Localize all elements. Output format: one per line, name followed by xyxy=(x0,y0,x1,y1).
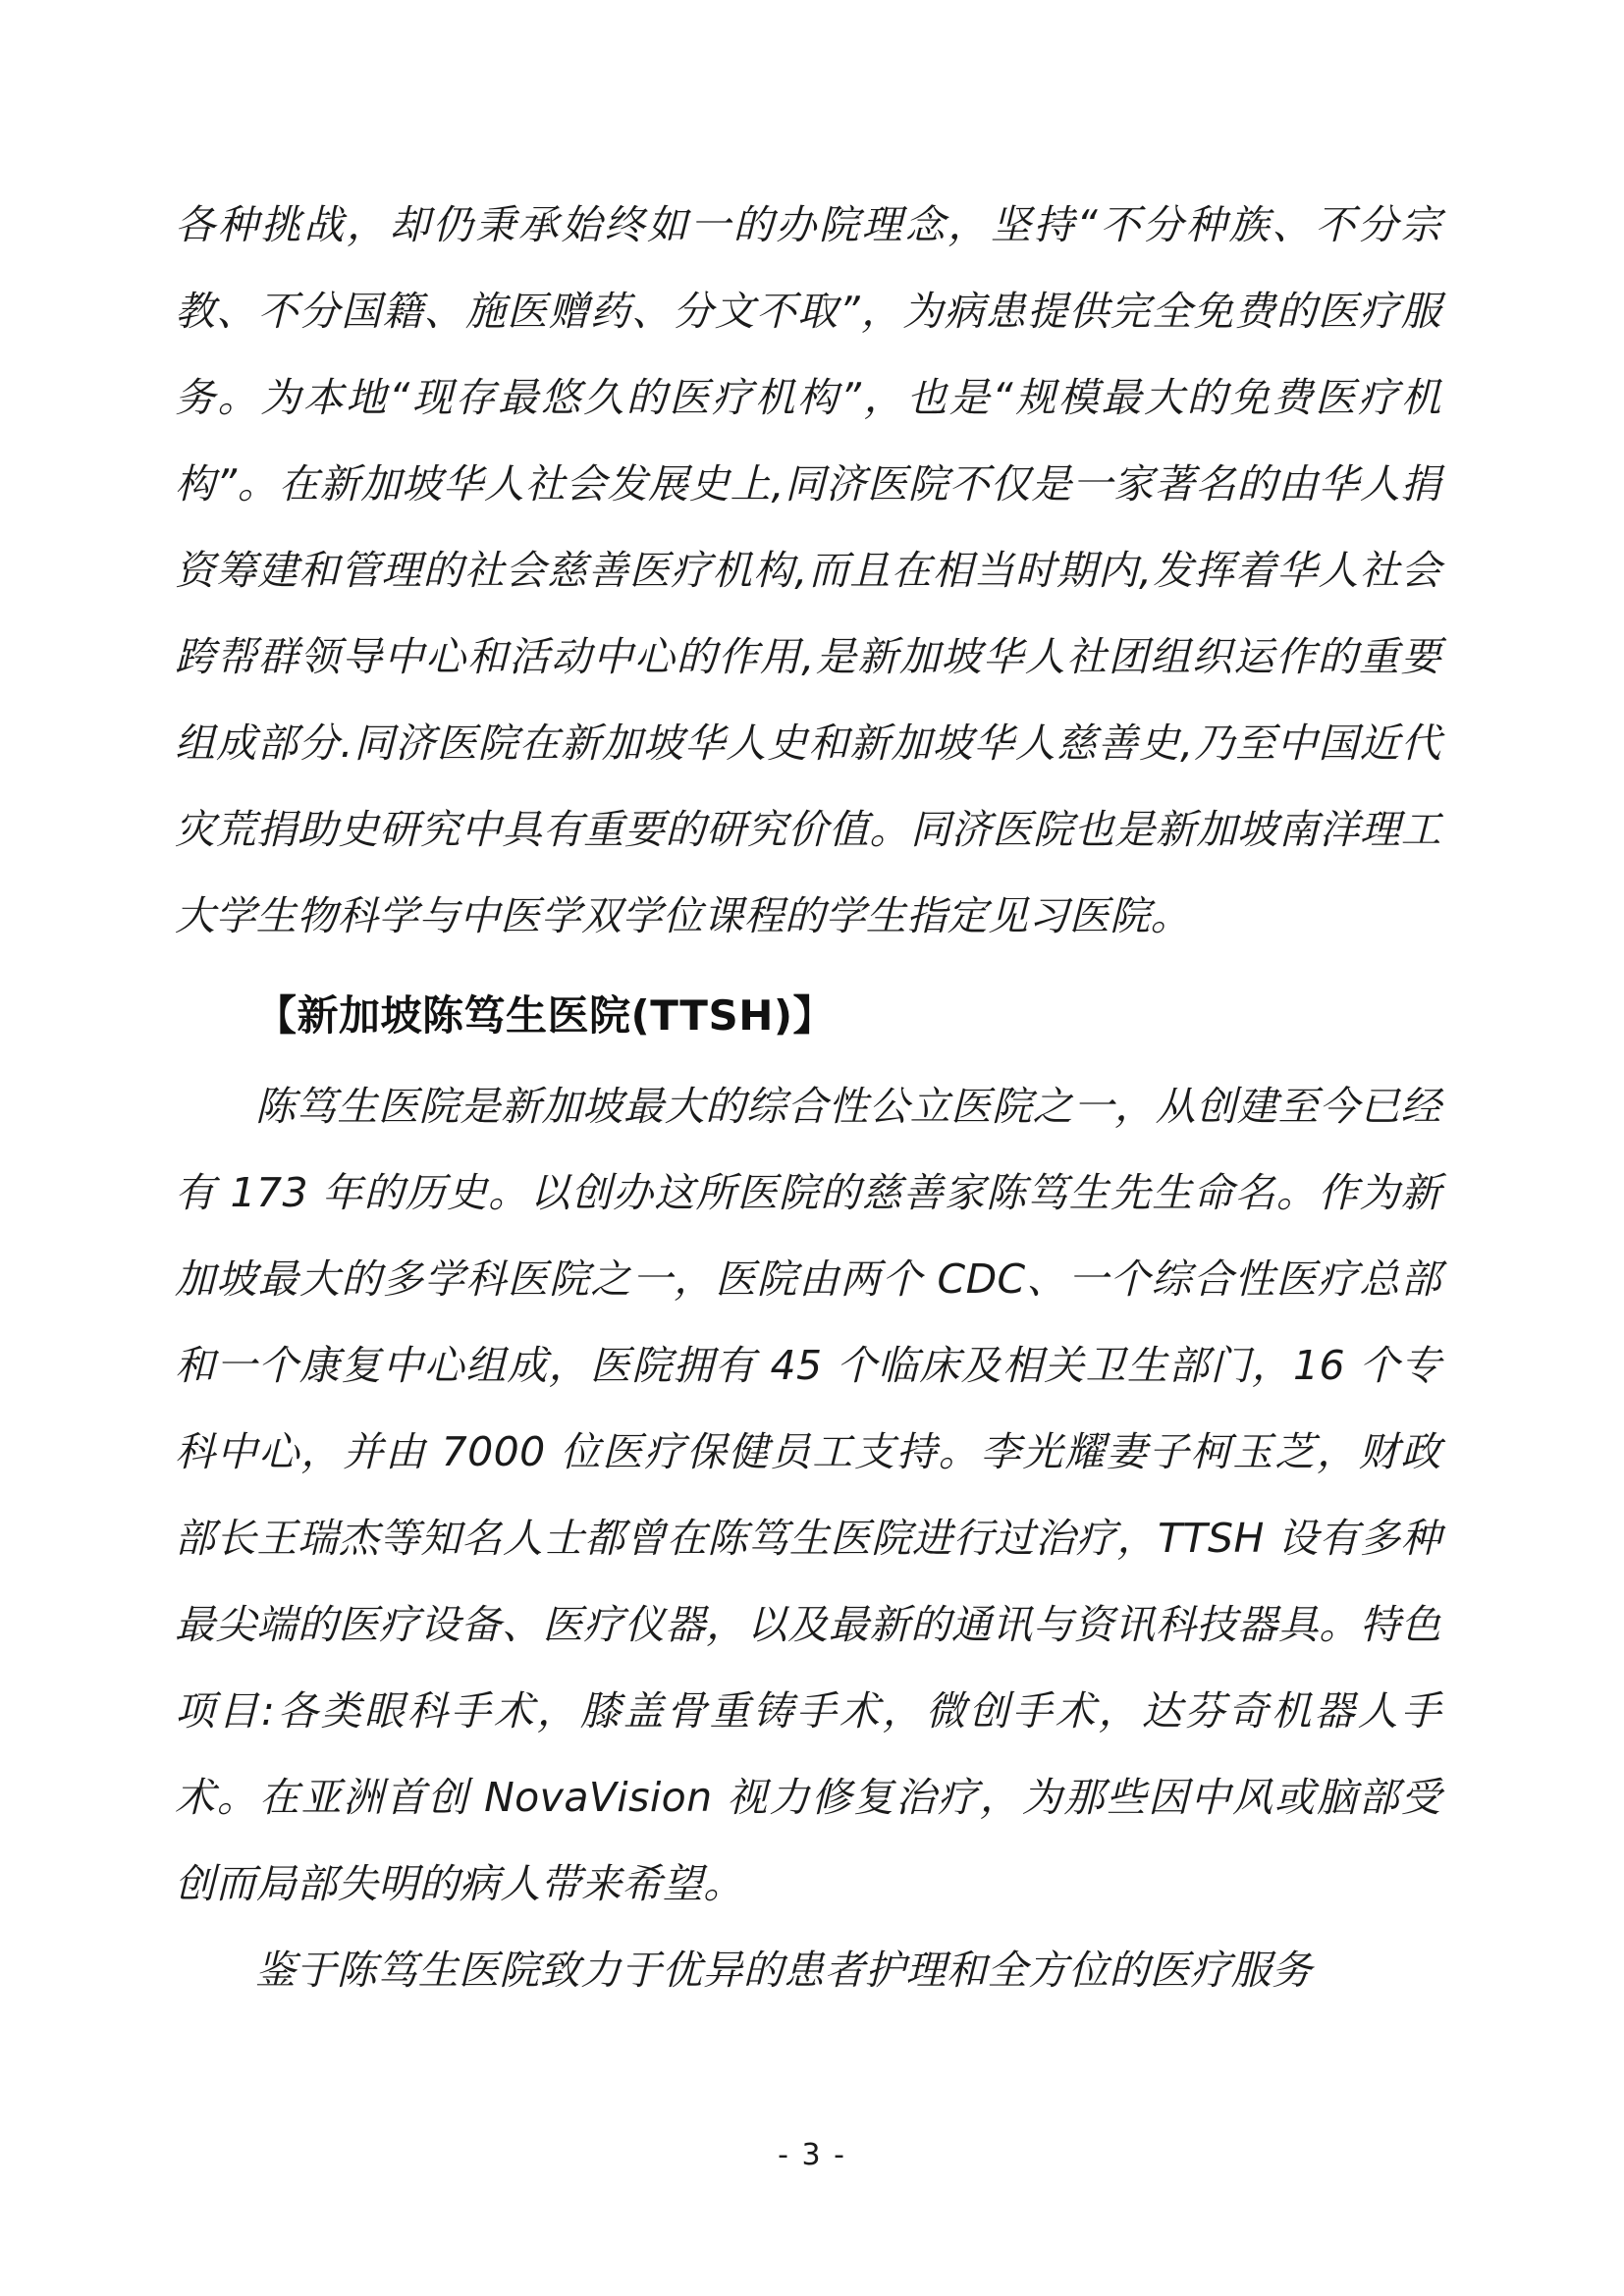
page-content xyxy=(175,182,1441,2013)
section-heading-ttsh: 【新加坡陈笃生医院(TTSH)】 xyxy=(255,991,836,1040)
body-paragraph-continued: 各种挑战，却仍秉承始终如一的办院理念，坚持“不分种族、不分宗教、不分国籍、施医赠药、分文不取”，为病患提供完全免费的医疗服务。为本地“现存最悠久的医疗机构”，也是“规模最大的免费医疗机构”。在新加坡华人社会发展史上,同济医院不仅是一家著名的由华人捐资筹建和管理的社会慈善医疗机构,而且在相当时期内,发挥着华人社会跨帮群领导中心和活动中心的作用,是新加坡华人社团组织运作的重要组成部分.同济医院在新加坡华人史和新加坡华人慈善史,乃至中国近代灾荒捐助史研究中具有重要的研究价值。同济医院也是新加坡南洋理工大学生物科学与中医学双学位课程的学生指定见习医院。 xyxy=(175,201,1441,939)
body-paragraph-ttsh-description: 陈笃生医院是新加坡最大的综合性公立医院之一，从创建至今已经有 173 年的历史。以创办这所医院的慈善家陈笃生先生命名。作为新加坡最大的多学科医院之一，医院由两个 CDC、一个综合性医疗总部和一个康复中心组成，医院拥有 45 个临床及相关卫生部门，16 个专科中心，并由 7000 位医疗保健员工支持。李光耀妻子柯玉芝，财政部长王瑞杰等知名人士都曾在陈笃生医院进行过治疗，TTSH 设有多种最尖端的医疗设备、医疗仪器，以及最新的通讯与资讯科技器具。特色项目:各类眼科手术，膝盖骨重铸手术，微创手术，达芬奇机器人手术。在亚洲首创 NovaVision 视力修复治疗，为那些因中风或脑部受创而局部失明的病人带来希望。 xyxy=(175,1083,1441,1907)
page-number: - 3 - xyxy=(778,2138,846,2172)
paragraph-spacer xyxy=(175,959,1441,969)
body-paragraph-ttsh-care: 鉴于陈笃生医院致力于优异的患者护理和全方位的医疗服务 xyxy=(255,1947,1313,1994)
